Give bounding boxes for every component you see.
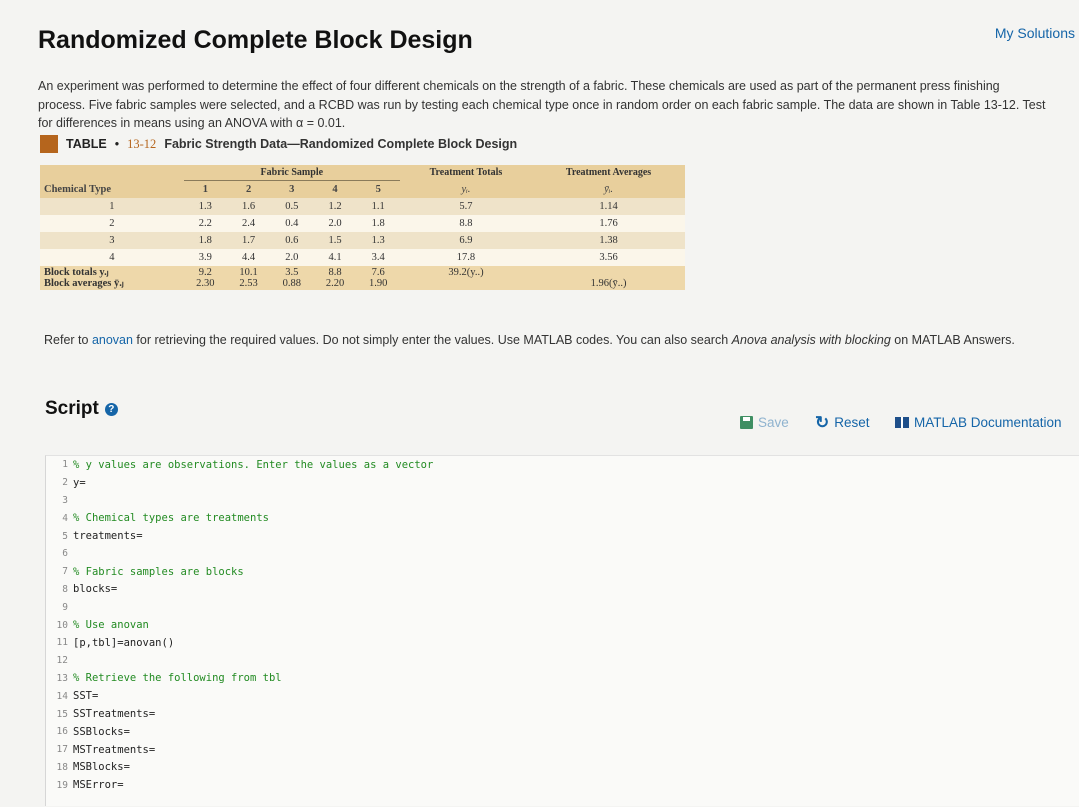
code-text[interactable]: SSBlocks= [73, 725, 130, 738]
block-averages-label: Block averages ȳ.ⱼ [44, 278, 124, 289]
strength-value: 1.7 [227, 232, 270, 249]
treatment-total: 6.9 [400, 232, 532, 249]
code-text[interactable]: % Fabric samples are blocks [73, 565, 244, 578]
strength-value: 0.5 [270, 198, 313, 215]
block-cell: 3.5 0.88 [270, 266, 313, 290]
code-text[interactable]: % Chemical types are treatments [73, 512, 269, 525]
reset-icon: ↻ [815, 413, 830, 432]
grand-average: 1.96(ȳ..) [532, 266, 685, 290]
treatment-total: 8.8 [400, 215, 532, 232]
strength-value: 2.0 [270, 249, 313, 266]
chemical-type-header: Chemical Type [40, 181, 184, 199]
chemical-type: 1 [40, 198, 184, 215]
line-number: 16 [56, 726, 68, 738]
code-line[interactable] [46, 634, 1079, 652]
matlab-documentation-button[interactable]: MATLAB Documentation [895, 415, 1062, 430]
line-number: 7 [62, 566, 68, 578]
block-cell: 9.2 2.30 [184, 266, 227, 290]
line-number: 19 [56, 779, 68, 791]
strength-value: 1.2 [313, 198, 356, 215]
strength-value: 0.6 [270, 232, 313, 249]
line-number: 12 [56, 655, 68, 667]
strength-value: 1.3 [184, 198, 227, 215]
sample-header: 4 [313, 181, 356, 199]
code-line[interactable] [46, 687, 1079, 705]
code-line[interactable] [46, 563, 1079, 581]
strength-value: 3.4 [357, 249, 400, 266]
caption-label: TABLE [66, 137, 107, 151]
grand-total: 39.2(y..) [400, 266, 532, 290]
strength-value: 1.8 [184, 232, 227, 249]
code-text[interactable]: SSTreatments= [73, 708, 156, 721]
treatment-average: 1.38 [532, 232, 685, 249]
chemical-type: 3 [40, 232, 184, 249]
problem-statement: An experiment was performed to determine the effect of four different chemicals on the strength of a fabric. These chemicals are used as part of the permanent press finishing process. Five fabric samples were selected, and a RCBD was run by testing each chemical type once in random order on each fabric sample. The data are shown in Table 13-12. Test for differences in means using an ANOVA with α = 0.01. [38, 79, 1046, 130]
line-number: 8 [62, 583, 68, 595]
code-text[interactable]: % y values are observations. Enter the values as a vector [73, 458, 434, 471]
table-row [40, 198, 685, 215]
code-text[interactable]: MSError= [73, 779, 124, 792]
instructions: Refer to anovan for retrieving the required values. Do not simply enter the values. Use MATLAB codes. You can also search Anova analysis with blocking on MATLAB Answers. [44, 333, 1015, 347]
code-line[interactable] [46, 723, 1079, 741]
code-line[interactable] [46, 705, 1079, 723]
code-line[interactable] [46, 670, 1079, 688]
caption-title: Fabric Strength Data—Randomized Complete Block Design [164, 137, 518, 151]
table-marker-icon [40, 135, 58, 153]
strength-value: 1.8 [357, 215, 400, 232]
table-row [40, 215, 685, 232]
strength-value: 2.4 [227, 215, 270, 232]
strength-value: 1.6 [227, 198, 270, 215]
line-number: 2 [62, 477, 68, 489]
chemical-type: 4 [40, 249, 184, 266]
code-text[interactable]: MSBlocks= [73, 761, 130, 774]
table-caption [40, 134, 517, 154]
strength-value: 1.1 [357, 198, 400, 215]
treatment-averages-header: Treatment Averages [532, 165, 685, 181]
help-icon[interactable]: ? [105, 403, 118, 416]
sample-header: 1 [184, 181, 227, 199]
line-number: 1 [62, 459, 68, 471]
strength-value: 2.2 [184, 215, 227, 232]
save-icon [740, 416, 753, 429]
strength-value: 1.5 [313, 232, 356, 249]
line-number: 13 [56, 672, 68, 684]
caption-number: 13-12 [127, 136, 157, 151]
line-number: 10 [56, 619, 68, 631]
book-icon [895, 417, 909, 428]
code-line[interactable] [46, 776, 1079, 794]
code-editor[interactable] [45, 455, 1079, 806]
code-text[interactable]: MSTreatments= [73, 743, 156, 756]
line-number: 4 [62, 512, 68, 524]
code-text[interactable]: % Use anovan [73, 619, 149, 632]
block-labels [40, 266, 184, 290]
anovan-link[interactable]: anovan [91, 333, 133, 347]
my-solutions-link[interactable]: My Solutions [994, 25, 1075, 41]
treatment-average: 3.56 [532, 249, 685, 266]
code-line[interactable] [46, 759, 1079, 777]
code-text[interactable]: treatments= [73, 530, 143, 543]
table-row [40, 232, 685, 249]
strength-value: 2.0 [313, 215, 356, 232]
block-cell: 10.1 2.53 [227, 266, 270, 290]
line-number: 6 [62, 548, 68, 560]
chemical-type: 2 [40, 215, 184, 232]
fabric-strength-table [40, 165, 685, 290]
sample-header: 3 [270, 181, 313, 199]
treatment-totals-sub: yᵢ. [400, 181, 532, 199]
sample-header: 2 [227, 181, 270, 199]
treatment-average: 1.76 [532, 215, 685, 232]
block-totals-label: Block totals y.ⱼ [44, 267, 109, 278]
code-line[interactable] [46, 741, 1079, 759]
page-title: Randomized Complete Block Design [38, 26, 473, 54]
code-line[interactable] [46, 509, 1079, 527]
code-line[interactable] [46, 456, 1079, 474]
table-row [40, 249, 685, 266]
line-number: 17 [56, 744, 68, 756]
strength-value: 4.4 [227, 249, 270, 266]
code-line[interactable] [46, 527, 1079, 545]
treatment-total: 5.7 [400, 198, 532, 215]
block-cell: 8.8 2.20 [313, 266, 356, 290]
line-number: 11 [56, 637, 68, 649]
code-line[interactable] [46, 545, 1079, 563]
code-line[interactable] [46, 492, 1079, 510]
treatment-totals-header: Treatment Totals [400, 165, 532, 181]
treatment-average: 1.14 [532, 198, 685, 215]
code-text[interactable]: % Retrieve the following from tbl [73, 672, 282, 685]
reset-button[interactable]: ↻ Reset [815, 413, 870, 432]
strength-value: 0.4 [270, 215, 313, 232]
line-number: 5 [62, 530, 68, 542]
sample-header: 5 [357, 181, 400, 199]
fabric-sample-header: Fabric Sample [184, 165, 400, 181]
code-text[interactable]: [p,tbl]=anovan() [73, 636, 175, 649]
code-line[interactable] [46, 616, 1079, 634]
code-text[interactable]: y= [73, 476, 86, 489]
script-heading: Script ? [45, 398, 118, 420]
code-line[interactable] [46, 598, 1079, 616]
line-number: 18 [56, 761, 68, 773]
strength-value: 1.3 [357, 232, 400, 249]
code-text[interactable]: blocks= [73, 583, 118, 596]
block-cell: 7.6 1.90 [357, 266, 400, 290]
line-number: 9 [62, 601, 68, 613]
code-line[interactable] [46, 474, 1079, 492]
line-number: 14 [56, 690, 68, 702]
save-button[interactable]: Save [740, 415, 789, 430]
treatment-averages-sub: ȳᵢ. [532, 181, 685, 199]
caption-bullet: • [114, 137, 120, 151]
line-number: 15 [56, 708, 68, 720]
line-number: 3 [62, 494, 68, 506]
strength-value: 3.9 [184, 249, 227, 266]
code-text[interactable]: SST= [73, 690, 99, 703]
strength-value: 4.1 [313, 249, 356, 266]
treatment-total: 17.8 [400, 249, 532, 266]
code-line[interactable] [46, 581, 1079, 599]
code-line[interactable] [46, 652, 1079, 670]
